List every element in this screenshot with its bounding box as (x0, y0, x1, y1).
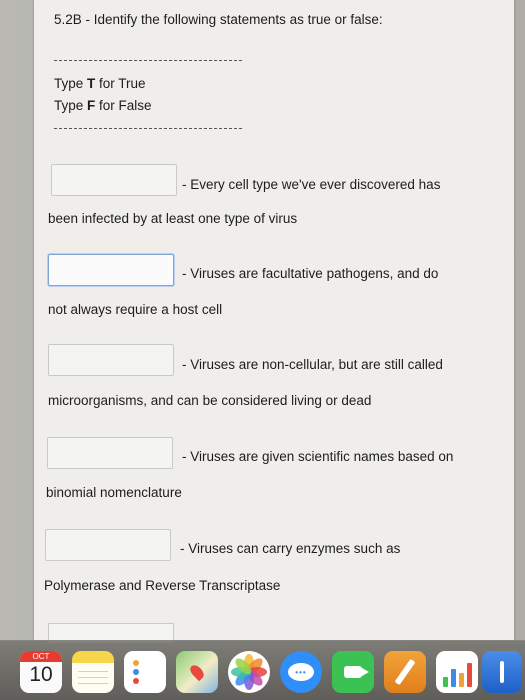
reminder-dot (133, 660, 139, 666)
legend-suffix: for False (95, 98, 152, 113)
camera-shape (344, 666, 362, 678)
statement-5-line-2: Polymerase and Reverse Transcriptase (44, 578, 281, 593)
quiz-page (34, 0, 514, 640)
photos-icon[interactable] (228, 651, 270, 693)
photos-flower (229, 652, 269, 692)
answer-field-4[interactable] (47, 437, 173, 469)
legend-true (54, 76, 146, 91)
answer-field-2[interactable] (48, 254, 174, 286)
answer-field-5[interactable] (45, 529, 171, 561)
statement-2-line-2: not always require a host cell (48, 302, 223, 317)
statement-1-line-2: been infected by at least one type of virus (48, 211, 298, 226)
keynote-stand (500, 661, 504, 683)
statement-2-line-1: - Viruses are facultative pathogens, and do (182, 266, 439, 281)
dock (0, 640, 525, 700)
facetime-icon[interactable] (332, 651, 374, 693)
bar (459, 673, 464, 687)
notes-lines (78, 666, 108, 688)
divider-bottom (54, 128, 242, 129)
keynote-icon[interactable] (482, 651, 522, 693)
reminders-icon[interactable] (124, 651, 166, 693)
question-title: 5.2B - Identify the following statements as true or false: (54, 12, 383, 27)
bar (467, 663, 472, 687)
notes-icon[interactable] (72, 651, 114, 693)
divider-top (54, 60, 242, 61)
legend-false (54, 98, 152, 113)
numbers-icon[interactable] (436, 651, 478, 693)
bar (451, 669, 456, 687)
bar (443, 677, 448, 687)
pages-icon[interactable] (384, 651, 426, 693)
reminder-dot (133, 678, 139, 684)
statement-4-line-2: binomial nomenclature (46, 485, 182, 500)
map-pin (188, 663, 206, 681)
calendar-month: OCT (20, 651, 62, 662)
legend-suffix: for True (95, 76, 146, 91)
statement-4-line-1: - Viruses are given scientific names based on (182, 449, 454, 464)
reminder-dot (133, 669, 139, 675)
legend-prefix: Type (54, 98, 88, 113)
legend-key-true: T (87, 76, 96, 91)
statement-1-line-1: - Every cell type we've ever discovered has (182, 177, 441, 192)
statement-5-line-1: - Viruses can carry enzymes such as (180, 541, 401, 556)
legend-key-false: F (87, 98, 96, 113)
pen-shape (395, 659, 416, 685)
legend-prefix: Type (54, 76, 88, 91)
statement-3-line-1: - Viruses are non-cellular, but are still called (182, 357, 443, 372)
messages-icon[interactable] (280, 651, 322, 693)
answer-field-3[interactable] (48, 344, 174, 376)
answer-field-1[interactable] (51, 164, 177, 196)
calendar-icon[interactable] (20, 651, 62, 693)
statement-3-line-2: microorganisms, and can be considered living or dead (48, 393, 372, 408)
message-bubble: ••• (288, 663, 314, 681)
maps-icon[interactable] (176, 651, 218, 693)
calendar-day: 10 (29, 663, 53, 686)
